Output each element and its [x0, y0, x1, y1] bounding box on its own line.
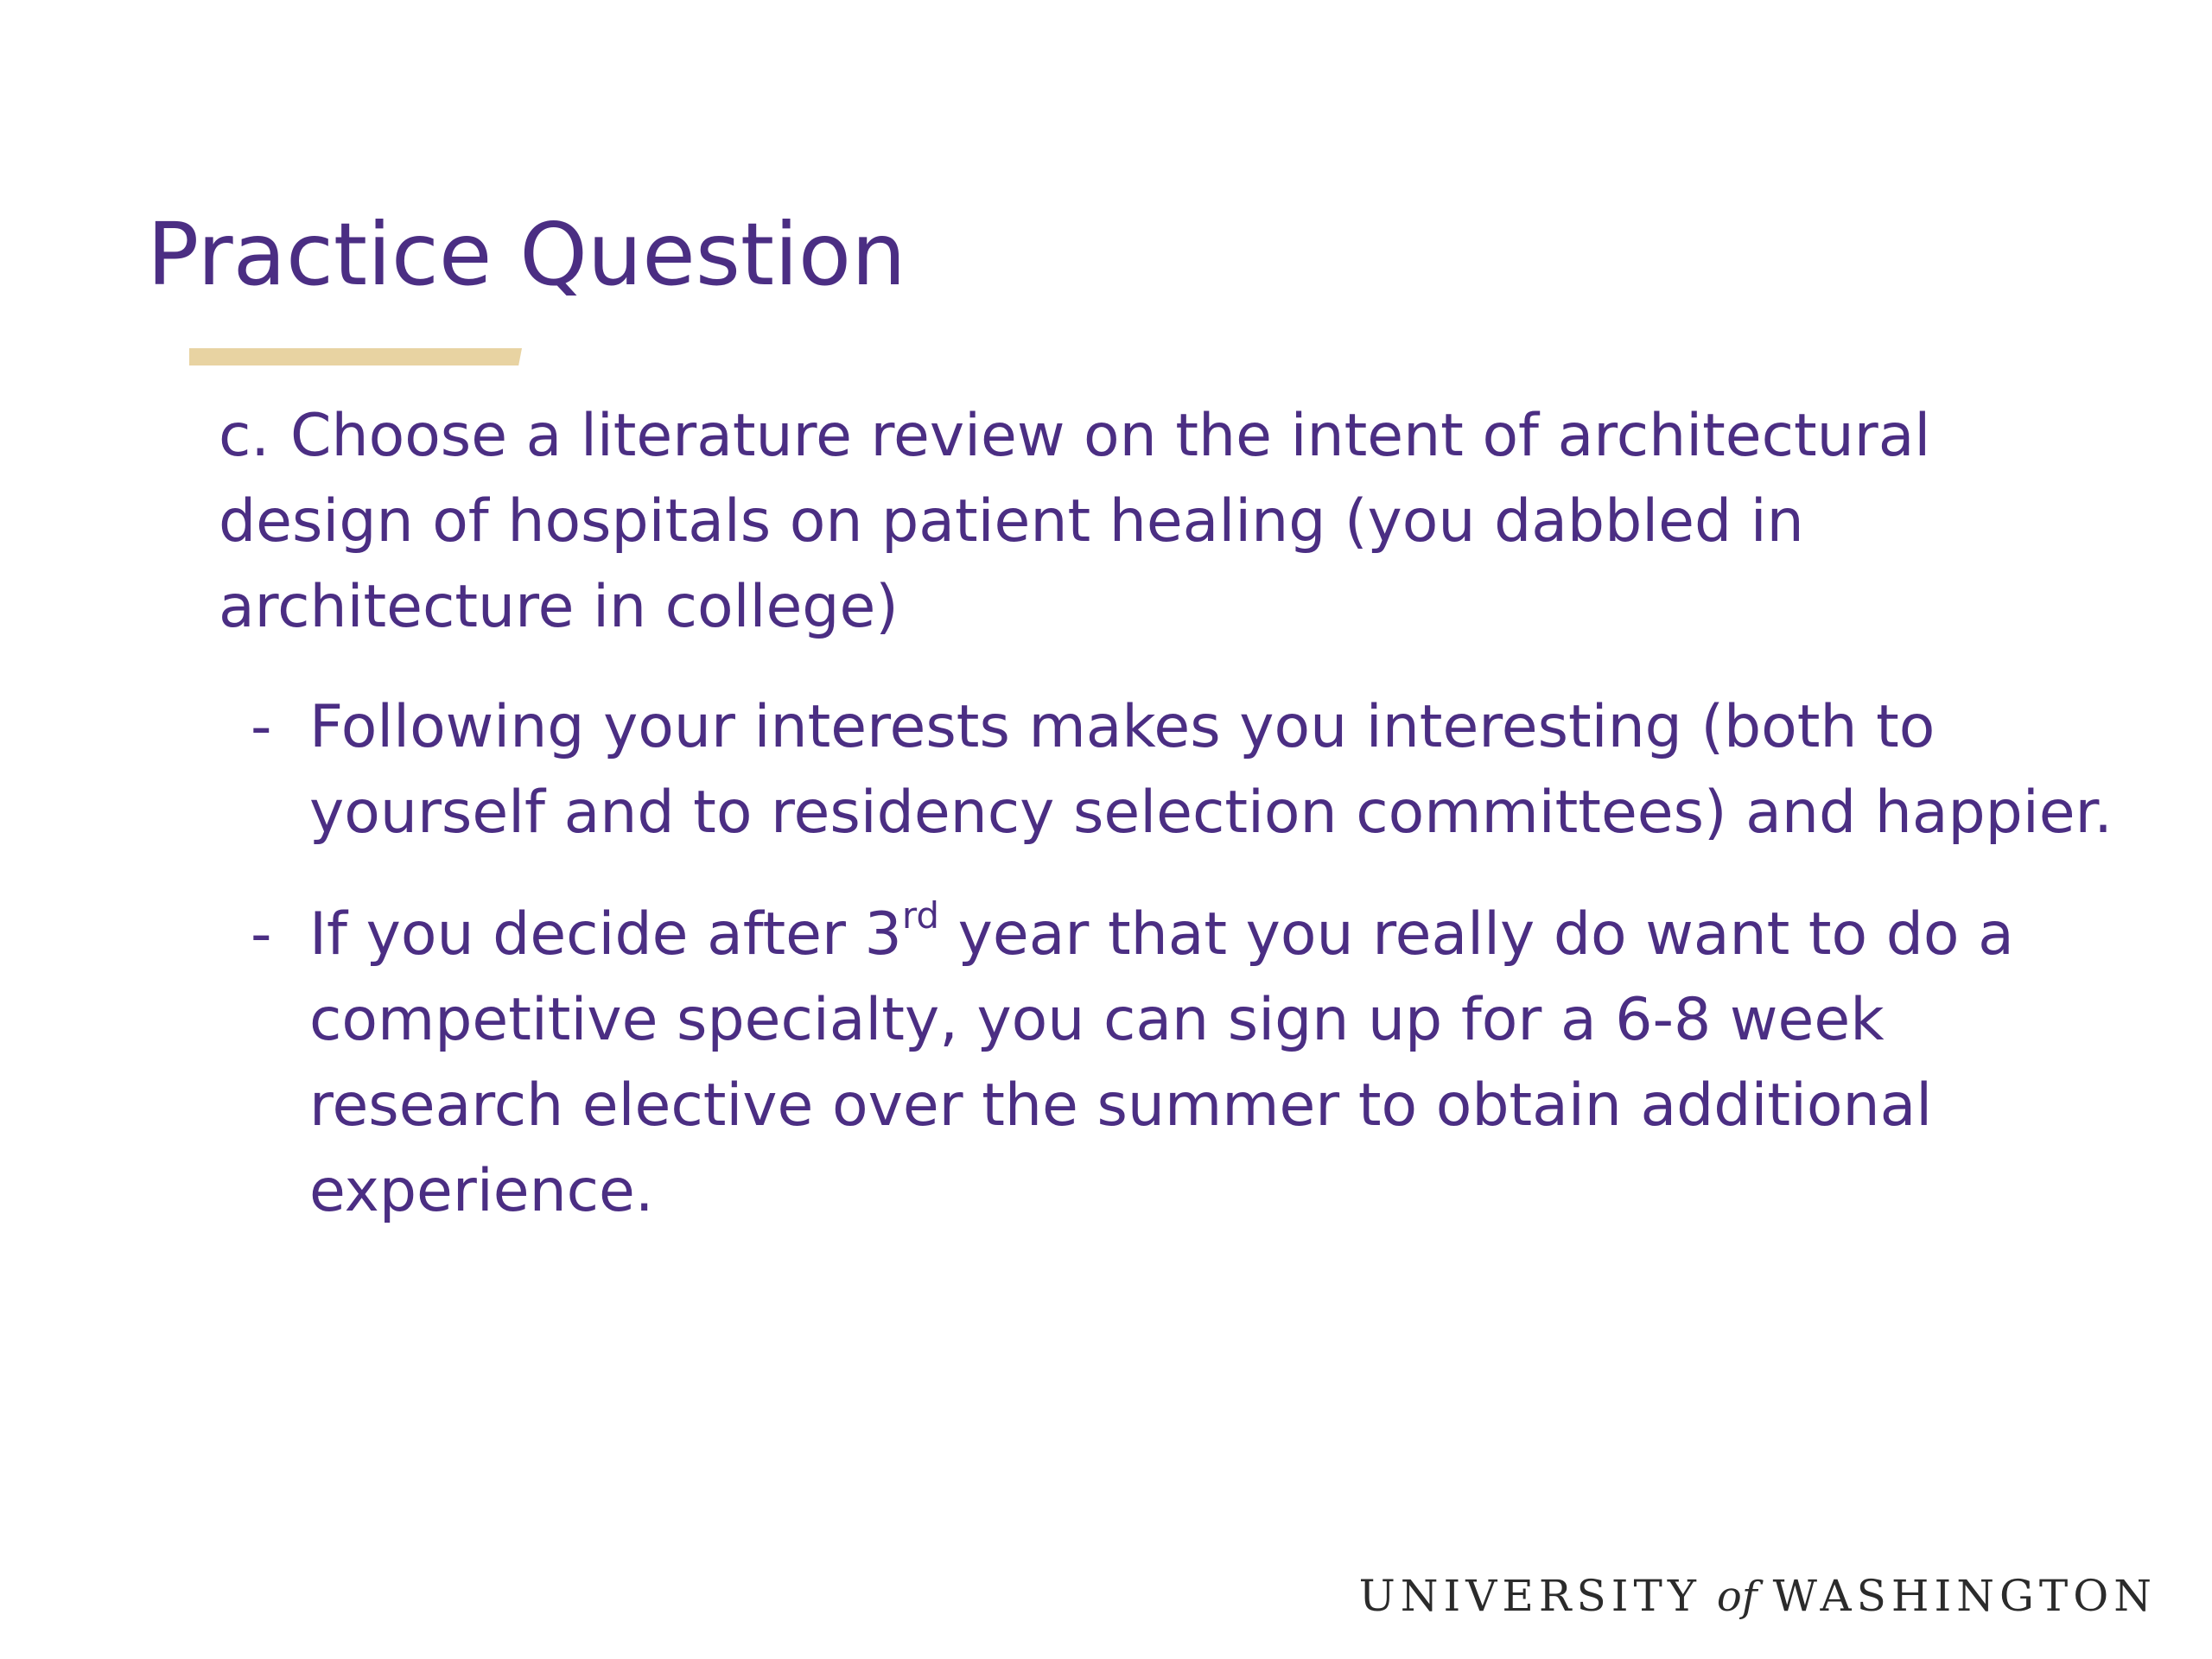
option-text: Choose a literature review on the intent of architectural design of hospitals on patient healing (you dabbled in architecture in college): [219, 402, 1931, 641]
bullet-text-end: year that you really do want to do a competitive specialty, you can sign up for a 6-8 week research elective over the summer to obtain additional experience.: [309, 900, 2014, 1225]
logo-word-of: of: [1716, 1573, 1758, 1621]
bullet-item: [251, 892, 2117, 1234]
logo-word-washington: WASHINGTON: [1772, 1571, 2157, 1621]
slide-title: Practice Question: [147, 204, 906, 305]
bullet-list: [251, 684, 2117, 1270]
title-accent-bar: [189, 348, 522, 365]
bullet-item: [251, 684, 2117, 855]
logo-word-university: UNIVERSITY: [1358, 1571, 1701, 1621]
university-of-washington-logo: [1359, 1571, 2157, 1626]
bullet-text-start: If you decide after 3: [309, 900, 902, 969]
option-letter: c.: [219, 402, 270, 470]
bullet-dash: -: [251, 693, 272, 761]
bullet-text: Following your interests makes you interesting (both to yourself and to residency selection committees) and happier.: [309, 693, 2113, 847]
answer-option-c: [219, 393, 2033, 650]
bullet-dash: -: [251, 900, 272, 969]
ordinal-superscript: rd: [901, 894, 940, 938]
